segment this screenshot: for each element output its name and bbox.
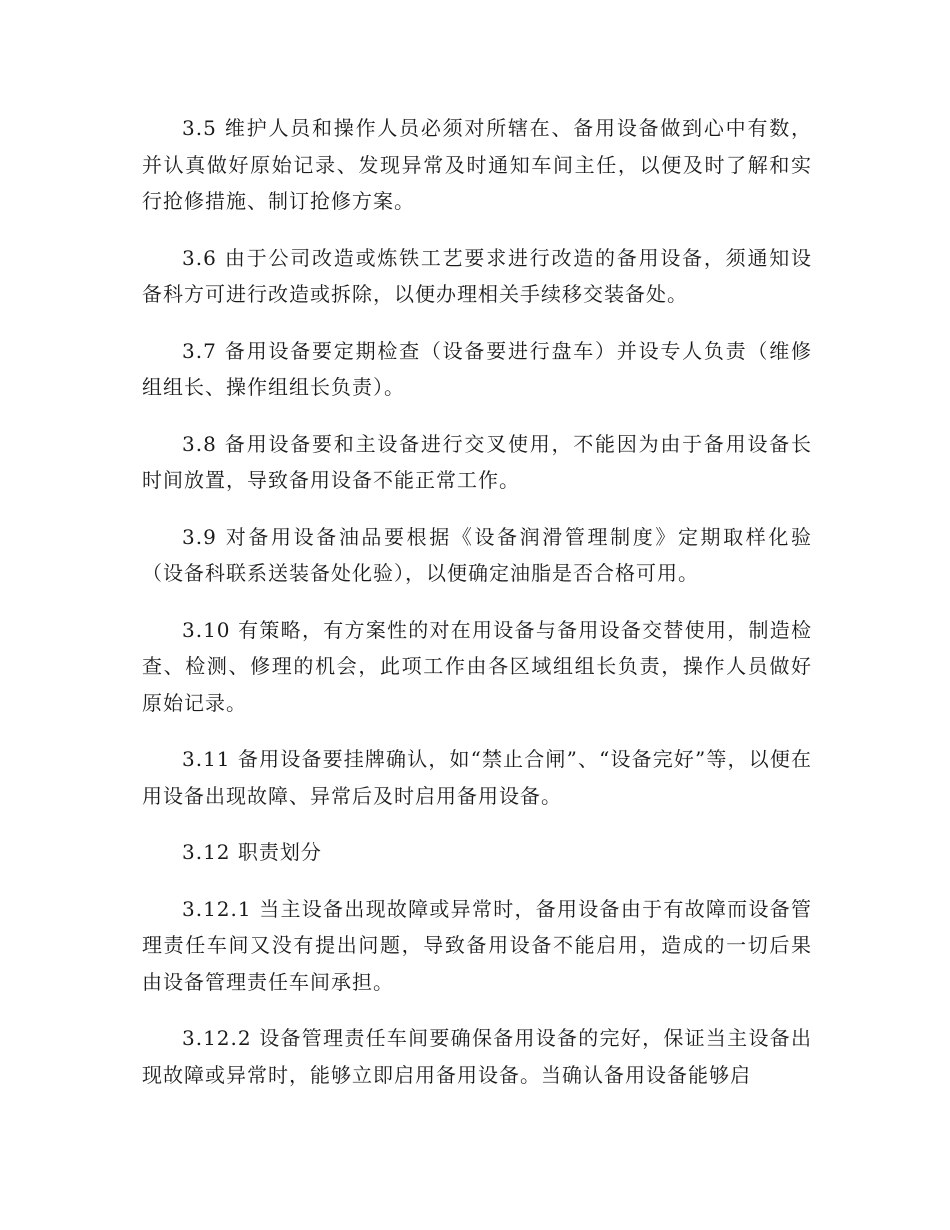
document-body [142, 110, 812, 1113]
paragraph-3-6: 3.6 由于公司改造或炼铁工艺要求进行改造的备用设备，须通知设备科方可进行改造或拆除，以便办理相关手续移交装备处。 [142, 245, 812, 306]
paragraph-3-12-1: 3.12.1 当主设备出现故障或异常时，备用设备由于有故障而设备管理责任车间又没有提出问题，导致备用设备不能启用，造成的一切后果由设备管理责任车间承担。 [142, 896, 812, 994]
paragraph-3-8: 3.8 备用设备要和主设备进行交叉使用，不能因为由于备用设备长时间放置，导致备用设备不能正常工作。 [142, 431, 812, 492]
paragraph-3-5: 3.5 维护人员和操作人员必须对所辖在、备用设备做到心中有数，并认真做好原始记录、发现异常及时通知车间主任，以便及时了解和实行抢修措施、制订抢修方案。 [142, 116, 812, 213]
paragraph-3-9: 3.9 对备用设备油品要根据《设备润滑管理制度》定期取样化验（设备科联系送装备处化验），以便确定油脂是否合格可用。 [142, 524, 812, 585]
paragraph-3-11: 3.11 备用设备要挂牌确认，如“禁止合闸”、“设备完好”等，以便在用设备出现故障、异常后及时启用备用设备。 [142, 747, 812, 808]
paragraph-3-10: 3.10 有策略，有方案性的对在用设备与备用设备交替使用，制造检查、检测、修理的机会，此项工作由各区域组组长负责，操作人员做好原始记录。 [142, 617, 812, 715]
paragraph-3-12-2: 3.12.2 设备管理责任车间要确保备用设备的完好，保证当主设备出现故障或异常时，能够立即启用备用设备。当确认备用设备能够启 [142, 1026, 812, 1087]
paragraph-3-7: 3.7 备用设备要定期检查（设备要进行盘车）并设专人负责（维修组组长、操作组组长负责）。 [142, 338, 812, 399]
section-heading-3-12: 3.12 职责划分 [182, 840, 322, 864]
